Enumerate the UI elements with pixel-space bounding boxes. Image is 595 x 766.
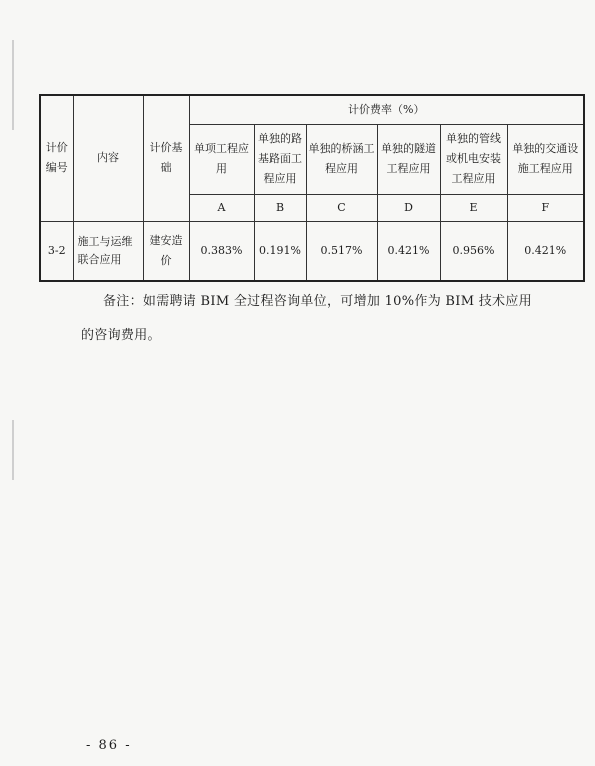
- rate-col-letter-a: A: [189, 194, 254, 221]
- scan-edge-mark: [12, 40, 14, 130]
- row-rate-a: 0.383%: [189, 221, 254, 281]
- rate-col-letter-c: C: [306, 194, 377, 221]
- scan-edge-mark: [12, 420, 14, 480]
- fee-rate-table: [39, 94, 585, 282]
- rate-col-label-a: 单项工程应用: [189, 124, 254, 194]
- rate-col-label-f: 单独的交通设施工程应用: [507, 124, 584, 194]
- row-rate-b: 0.191%: [254, 221, 306, 281]
- rate-col-label-e: 单独的管线或机电安装工程应用: [440, 124, 507, 194]
- header-code: 计价编号: [40, 95, 73, 221]
- row-basis: 建安造价: [143, 221, 189, 281]
- row-rate-c: 0.517%: [306, 221, 377, 281]
- rate-col-label-c: 单独的桥涵工程应用: [306, 124, 377, 194]
- header-content: 内容: [73, 95, 143, 221]
- note-line-2: 的咨询费用。: [81, 328, 161, 343]
- table-row: [40, 221, 584, 281]
- row-rate-f: 0.421%: [507, 221, 584, 281]
- rate-col-label-d: 单独的隧道工程应用: [377, 124, 440, 194]
- rate-col-letter-f: F: [507, 194, 584, 221]
- row-content: 施工与运维联合应用: [73, 221, 143, 281]
- header-rate-group: 计价费率（%）: [189, 95, 584, 124]
- page-number: - 86 -: [86, 738, 132, 753]
- row-rate-e: 0.956%: [440, 221, 507, 281]
- rate-col-letter-e: E: [440, 194, 507, 221]
- row-code: 3-2: [40, 221, 73, 281]
- rate-col-letter-b: B: [254, 194, 306, 221]
- row-rate-d: 0.421%: [377, 221, 440, 281]
- rate-col-label-b: 单独的路基路面工程应用: [254, 124, 306, 194]
- table-note: [81, 285, 551, 353]
- header-basis: 计价基础: [143, 95, 189, 221]
- note-line-1: 备注：如需聘请 BIM 全过程咨询单位，可增加 10%作为 BIM 技术应用: [103, 294, 532, 309]
- rate-col-letter-d: D: [377, 194, 440, 221]
